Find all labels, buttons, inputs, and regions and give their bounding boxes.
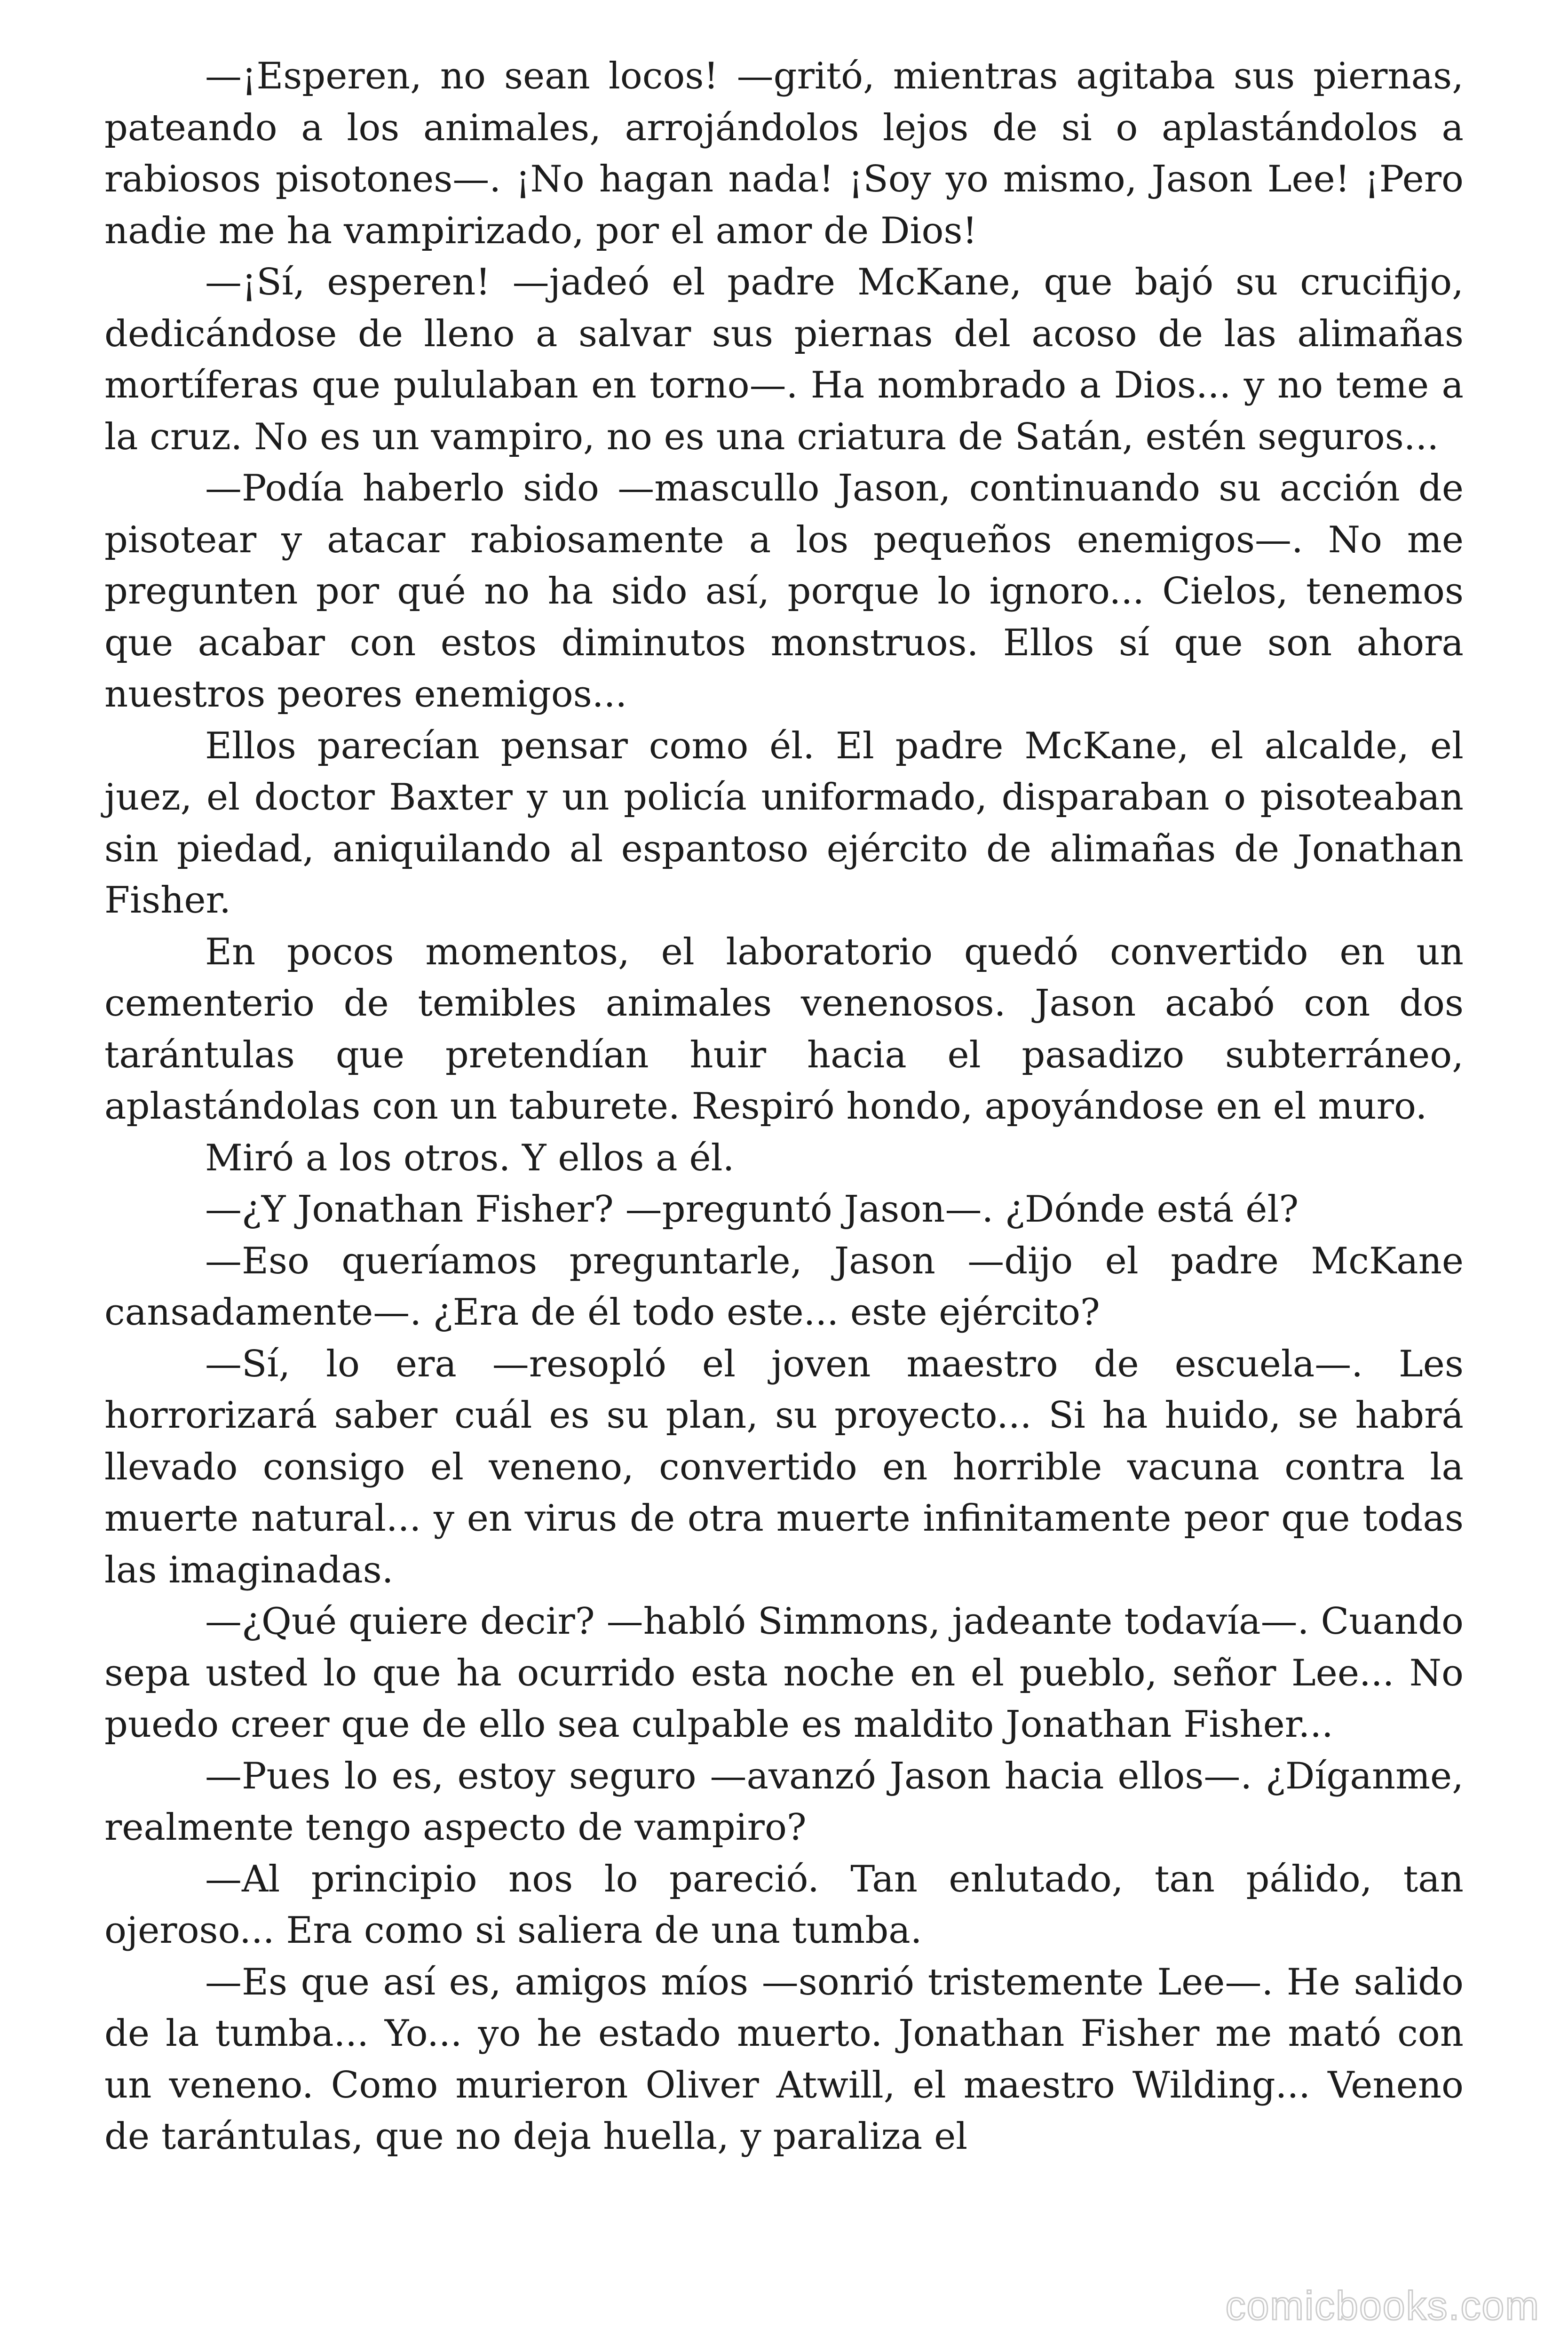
paragraph: —Podía haberlo sido —mascullo Jason, continuando su acción de pisotear y atacar rabiosamente a los pequeños enemigos—. No me pregunten por qué no ha sido así, porque lo ignoro... Cielos, tenemos que acabar con estos diminutos monstruos. Ellos sí que son ahora nuestros peores enemigos... — [104, 467, 1464, 715]
paragraph: —¿Y Jonathan Fisher? —preguntó Jason—. ¿Dónde está él? — [205, 1188, 1299, 1231]
paragraph: —¿Qué quiere decir? —habló Simmons, jadeante todavía—. Cuando sepa usted lo que ha ocurrido esta noche en el pueblo, señor Lee... No puedo creer que de ello sea culpable es maldito Jonathan Fisher... — [104, 1600, 1464, 1746]
paragraph: —Al principio nos lo pareció. Tan enlutado, tan pálido, tan ojeroso... Era como si saliera de una tumba. — [104, 1858, 1464, 1952]
watermark: comicbooks.com — [1225, 2283, 1540, 2328]
paragraph: —Eso queríamos preguntarle, Jason —dijo el padre McKane cansadamente—. ¿Era de él todo este... este ejército? — [104, 1240, 1464, 1334]
paragraph: —Pues lo es, estoy seguro —avanzó Jason hacia ellos—. ¿Díganme, realmente tengo aspecto de vampiro? — [104, 1755, 1464, 1849]
document-page — [104, 51, 1464, 2299]
paragraph: En pocos momentos, el laboratorio quedó convertido en un cementerio de temibles animales venenosos. Jason acabó con dos tarántulas que pretendían huir hacia el pasadizo subterráneo, aplastándolas con un taburete. Respiró hondo, apoyándose en el muro. — [104, 930, 1464, 1128]
paragraph: —¡Sí, esperen! —jadeó el padre McKane, que bajó su crucifijo, dedicándose de lleno a salvar sus piernas del acoso de las alimañas mortíferas que pululaban en torno—. Ha nombrado a Dios... y no teme a la cruz. No es un vampiro, no es una criatura de Satán, estén seguros... — [104, 261, 1464, 458]
paragraph: —Es que así es, amigos míos —sonrió tristemente Lee—. He salido de la tumba... Yo... yo he estado muerto. Jonathan Fisher me mató con un veneno. Como murieron Oliver Atwill, el maestro Wilding... Veneno de tarántulas, que no deja huella, y paraliza el — [104, 1961, 1464, 2158]
paragraph: —¡Esperen, no sean locos! —gritó, mientras agitaba sus piernas, pateando a los animales, arrojándolos lejos de si o aplastándolos a rabiosos pisotones—. ¡No hagan nada! ¡Soy yo mismo, Jason Lee! ¡Pero nadie me ha vampirizado, por el amor de Dios! — [104, 55, 1464, 252]
paragraph: Miró a los otros. Y ellos a él. — [205, 1136, 735, 1179]
paragraph: —Sí, lo era —resopló el joven maestro de escuela—. Les horrorizará saber cuál es su plan, su proyecto... Si ha huido, se habrá llevado consigo el veneno, convertido en horrible vacuna contra la muerte natural... y en virus de otra muerte infinitamente peor que todas las imaginadas. — [104, 1343, 1464, 1591]
paragraph: Ellos parecían pensar como él. El padre McKane, el alcalde, el juez, el doctor Baxter y un policía uniformado, disparaban o pisoteaban sin piedad, aniquilando al espantoso ejército de alimañas de Jonathan Fisher. — [104, 724, 1464, 922]
